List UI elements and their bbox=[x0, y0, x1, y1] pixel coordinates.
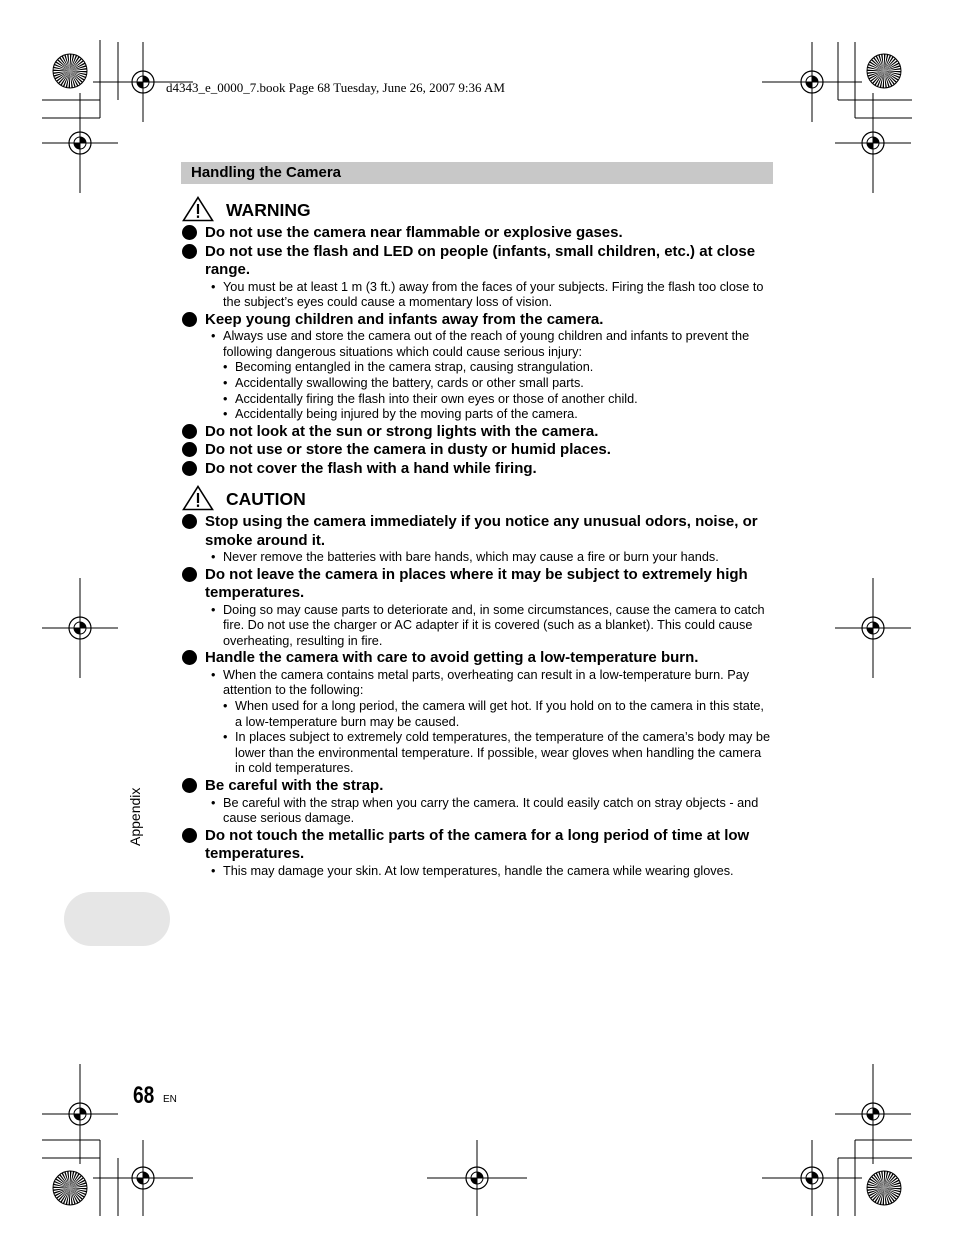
star-target-ray bbox=[70, 71, 87, 72]
filled-circle-bullet-icon bbox=[182, 567, 197, 582]
bullet-glyph: • bbox=[211, 795, 216, 810]
star-target-ray bbox=[883, 71, 884, 88]
sub-note bbox=[182, 730, 774, 777]
warning-item-text: Do not look at the sun or strong lights with the camera. bbox=[205, 422, 599, 440]
note-text: Doing so may cause parts to deteriorate and, in some circumstances, cause the camera to catch fire. Do not use the charger or AC adapter if it is covered (such as a blanket). This could cause overheating, resulting in fire. bbox=[223, 602, 765, 648]
caution-item-text: Do not touch the metallic parts of the camera for a long period of time at low temperatures. bbox=[205, 826, 750, 863]
warning-item bbox=[182, 243, 774, 280]
sub-note-text: When used for a long period, the camera will get hot. If you hold on to the camera in this state, a low-temperature burn may be caused. bbox=[235, 699, 764, 729]
note bbox=[182, 668, 774, 699]
caution-item bbox=[182, 649, 774, 668]
caution-item bbox=[182, 566, 774, 603]
note bbox=[182, 550, 774, 566]
sub-note bbox=[182, 392, 774, 408]
star-target-ray bbox=[69, 71, 70, 88]
bullet-glyph: • bbox=[211, 602, 216, 617]
star-target-ray bbox=[70, 1188, 87, 1189]
note bbox=[182, 796, 774, 827]
page-language: EN bbox=[163, 1094, 177, 1105]
star-target-ray bbox=[884, 54, 885, 71]
bullet-glyph: • bbox=[223, 360, 228, 375]
caution-item-text: Be careful with the strap. bbox=[205, 777, 384, 795]
bullet-glyph: • bbox=[211, 329, 216, 344]
warning-section bbox=[182, 196, 774, 478]
filled-circle-bullet-icon bbox=[182, 312, 197, 327]
section-heading-bar bbox=[181, 162, 773, 184]
filled-circle-bullet-icon bbox=[182, 461, 197, 476]
caution-section bbox=[182, 485, 774, 879]
caution-heading bbox=[182, 485, 774, 511]
warning-list bbox=[182, 224, 774, 478]
caution-item-text: Stop using the camera immediately if you notice any unusual odors, noise, or smoke around it. bbox=[205, 513, 758, 549]
warning-triangle-icon bbox=[182, 196, 214, 222]
warning-item bbox=[182, 224, 774, 243]
note-text: When the camera contains metal parts, overheating can result in a low-temperature burn. Pay attention to the following: bbox=[223, 667, 750, 698]
bullet-glyph: • bbox=[223, 391, 228, 406]
bullet-glyph: • bbox=[223, 730, 228, 745]
warning-item bbox=[182, 311, 774, 330]
star-target-ray bbox=[69, 1188, 70, 1205]
star-target-ray bbox=[884, 1171, 885, 1188]
filled-circle-bullet-icon bbox=[182, 778, 197, 793]
section-title: Handling the Camera bbox=[191, 164, 342, 181]
caution-item bbox=[182, 827, 774, 864]
filled-circle-bullet-icon bbox=[182, 225, 197, 240]
print-header-info: d4343_e_0000_7.book Page 68 Tuesday, June 26, 2007 9:36 AM bbox=[166, 80, 505, 95]
bullet-glyph: • bbox=[223, 407, 228, 422]
star-target bbox=[867, 1171, 901, 1205]
warning-item-text: Keep young children and infants away from the camera. bbox=[205, 310, 604, 328]
star-target-ray bbox=[884, 1188, 901, 1189]
note-text: Never remove the batteries with bare hands, which may cause a fire or burn your hands. bbox=[223, 550, 719, 564]
star-target-ray bbox=[53, 70, 70, 71]
sub-note bbox=[182, 407, 774, 423]
bullet-glyph: • bbox=[223, 699, 228, 714]
appendix-tab bbox=[64, 892, 170, 946]
caution-triangle-icon bbox=[182, 485, 214, 511]
star-target bbox=[53, 54, 87, 88]
star-target-ray bbox=[867, 70, 884, 71]
sub-note-text: Accidentally firing the flash into their own eyes or those of another child. bbox=[235, 391, 638, 406]
caution-title: CAUTION bbox=[226, 489, 306, 509]
caution-item-text: Handle the camera with care to avoid getting a low-temperature burn. bbox=[205, 649, 699, 667]
sub-note-text: In places subject to extremely cold temperatures, the temperature of the camera’s body may be lower than the environmental temperature. If possible, wear gloves when handling the camera in cold temperatures. bbox=[235, 730, 771, 776]
star-target bbox=[867, 54, 901, 88]
warning-item-text: Do not cover the flash with a hand while firing. bbox=[205, 459, 537, 477]
sub-note-text: Accidentally swallowing the battery, cards or other small parts. bbox=[235, 375, 584, 390]
star-target-ray bbox=[884, 71, 901, 72]
bullet-glyph: • bbox=[211, 279, 216, 294]
filled-circle-bullet-icon bbox=[182, 442, 197, 457]
filled-circle-bullet-icon bbox=[182, 244, 197, 259]
bullet-glyph: • bbox=[211, 863, 216, 878]
star-target bbox=[53, 1171, 87, 1205]
note bbox=[182, 329, 774, 360]
filled-circle-bullet-icon bbox=[182, 514, 197, 529]
warning-heading bbox=[182, 196, 774, 222]
star-target-ray bbox=[883, 1188, 884, 1205]
note-text: Always use and store the camera out of the reach of young children and infants to prevent the following dangerous situations which could cause serious injury: bbox=[223, 329, 750, 359]
sub-note-text: Becoming entangled in the camera strap, causing strangulation. bbox=[235, 360, 594, 375]
sub-note bbox=[182, 360, 774, 376]
note-text: This may damage your skin. At low temperatures, handle the camera while wearing gloves. bbox=[223, 863, 734, 878]
note bbox=[182, 280, 774, 311]
caution-item-text: Do not leave the camera in places where it may be subject to extremely high temperatures. bbox=[205, 565, 748, 602]
star-target-ray bbox=[867, 1187, 884, 1188]
star-target-ray bbox=[53, 1187, 70, 1188]
note-text: You must be at least 1 m (3 ft.) away from the faces of your subjects. Firing the flash too close to the subject’s eyes could cause a momentary loss of vision. bbox=[223, 279, 764, 310]
note-text: Be careful with the strap when you carry the camera. It could easily catch on stray objects - and cause serious damage. bbox=[223, 795, 759, 826]
note bbox=[182, 864, 774, 880]
warning-item-text: Do not use the camera near flammable or explosive gases. bbox=[205, 224, 623, 241]
page-number: 68 bbox=[133, 1082, 155, 1109]
appendix-side-label: Appendix bbox=[127, 787, 143, 846]
caution-list bbox=[182, 513, 774, 879]
warning-item bbox=[182, 460, 774, 479]
filled-circle-bullet-icon bbox=[182, 828, 197, 843]
warning-item-text: Do not use or store the camera in dusty or humid places. bbox=[205, 441, 611, 459]
warning-item bbox=[182, 441, 774, 460]
warning-item-text: Do not use the flash and LED on people (infants, small children, etc.) at close range. bbox=[205, 242, 756, 278]
sub-note bbox=[182, 376, 774, 392]
caution-item bbox=[182, 513, 774, 550]
filled-circle-bullet-icon bbox=[182, 424, 197, 439]
star-target-ray bbox=[70, 54, 71, 71]
caution-item bbox=[182, 777, 774, 796]
note bbox=[182, 603, 774, 650]
warning-item bbox=[182, 423, 774, 442]
warning-title: WARNING bbox=[226, 200, 311, 220]
bullet-glyph: • bbox=[223, 375, 228, 390]
filled-circle-bullet-icon bbox=[182, 650, 197, 665]
sub-note bbox=[182, 699, 774, 730]
bullet-glyph: • bbox=[211, 667, 216, 682]
bullet-glyph: • bbox=[211, 550, 216, 564]
star-target-ray bbox=[70, 1171, 71, 1188]
sub-note-text: Accidentally being injured by the moving parts of the camera. bbox=[235, 407, 578, 422]
